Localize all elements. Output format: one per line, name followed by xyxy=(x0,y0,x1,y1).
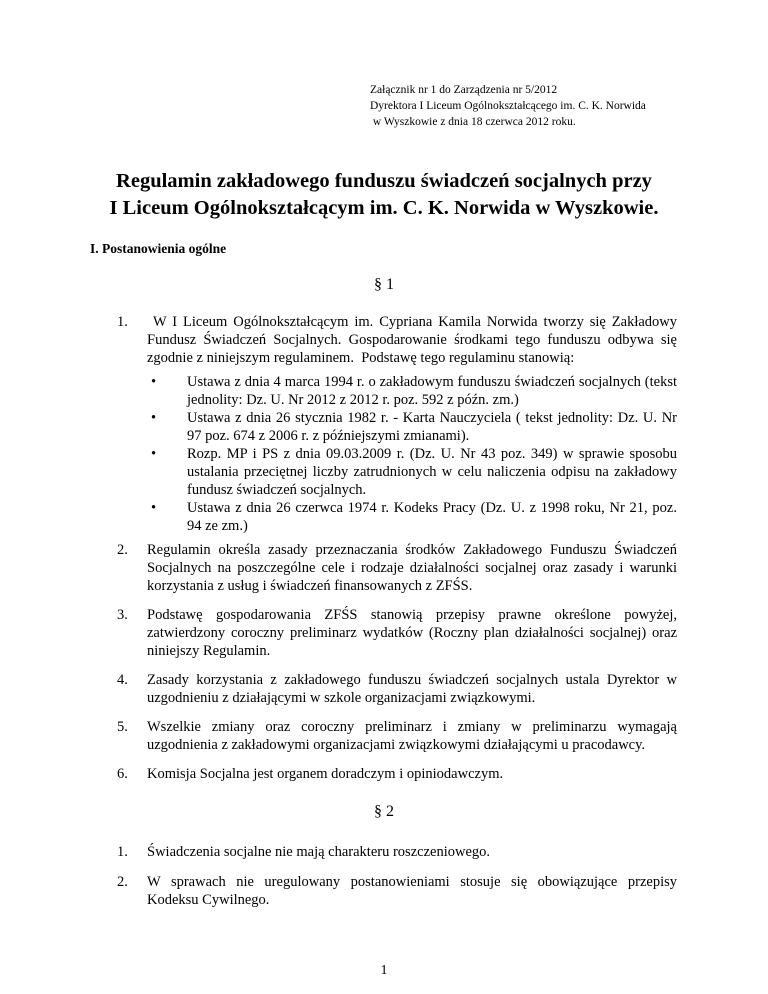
item-number: 3. xyxy=(117,607,128,623)
legal-basis-list xyxy=(147,373,677,535)
list-item xyxy=(147,445,677,499)
bullet-icon: • xyxy=(151,374,157,390)
annex-line-3: w Wyszkowie z dnia 18 czerwca 2012 roku. xyxy=(370,116,576,128)
bullet-icon: • xyxy=(151,500,157,516)
page-number: 1 xyxy=(380,963,388,978)
list-item xyxy=(147,409,677,445)
paragraph-1-symbol: § 1 xyxy=(374,276,394,293)
list-item-text: Rozp. MP i PS z dnia 09.03.2009 r. (Dz. U. Nr 43 poz. 349) w sprawie sposobu ustalania przeciętnej liczby zatrudnionych w celu naliczenia odpisu na zakładowy fundusz świadczeń socjalnych. xyxy=(187,446,677,498)
item-number: 2. xyxy=(117,542,128,558)
bullet-icon: • xyxy=(151,410,157,426)
item-number: 2. xyxy=(117,874,128,890)
annex-note xyxy=(370,82,646,130)
paragraph-2-symbol: § 2 xyxy=(374,803,394,820)
list-item-text: Ustawa z dnia 4 marca 1994 r. o zakładowym funduszu świadczeń socjalnych (tekst jednolity: Dz. U. Nr 2012 z 2012 r. poz. 592 z późn. zm.) xyxy=(187,374,677,408)
par1-item-1 xyxy=(117,313,681,367)
par1-item-3 xyxy=(117,606,677,660)
par1-item-4 xyxy=(117,671,677,707)
par1-item-5 xyxy=(117,718,677,754)
item-number: 1. xyxy=(117,314,128,330)
par1-item-2 xyxy=(117,541,677,595)
title-line-2: I Liceum Ogólnokształcącym im. C. K. Norwida w Wyszkowie. xyxy=(109,197,659,219)
document-title xyxy=(0,168,768,222)
list-item-text: Ustawa z dnia 26 czerwca 1974 r. Kodeks Pracy (Dz. U. z 1998 roku, Nr 21, poz. 94 ze zm.) xyxy=(187,500,677,534)
item-number: 1. xyxy=(117,844,128,860)
par1-item-6 xyxy=(117,765,677,783)
item-text: Regulamin określa zasady przeznaczania środków Zakładowego Funduszu Świadczeń Socjalnych na poszczególne cele i rodzaje działalności socjalnej oraz zasady i warunki korzystania z usług i świadczeń finansowanych z ZFŚS. xyxy=(147,542,677,594)
item-text: W sprawach nie uregulowany postanowieniami stosuje się obowiązujące przepisy Kodeksu Cywilnego. xyxy=(147,874,677,908)
par2-item-1 xyxy=(117,843,677,861)
section-heading: I. Postanowienia ogólne xyxy=(90,241,227,256)
par2-item-2 xyxy=(117,873,677,909)
title-line-1: Regulamin zakładowego funduszu świadczeń socjalnych przy xyxy=(116,170,652,192)
item-number: 6. xyxy=(117,766,128,782)
item-number: 4. xyxy=(117,672,128,688)
item-text: Podstawę gospodarowania ZFŚS stanowią przepisy prawne określone powyżej, zatwierdzony coroczny preliminarz wydatków (Roczny plan działalności socjalnej) oraz niniejszy Regulamin. xyxy=(147,607,677,659)
item-text: W I Liceum Ogólnokształcącym im. Cypriana Kamila Norwida tworzy się Zakładowy Fundusz Świadczeń Socjalnych. Gospodarowanie środkami tego funduszu odbywa się zgodnie z niniejszym regulaminem. Podstawę tego regulaminu stanowią: xyxy=(147,314,681,366)
item-text: Zasady korzystania z zakładowego funduszu świadczeń socjalnych ustala Dyrektor w uzgodnieniu z działającymi w szkole organizacjami związkowymi. xyxy=(147,672,677,706)
list-item-text: Ustawa z dnia 26 stycznia 1982 r. - Karta Nauczyciela ( tekst jednolity: Dz. U. Nr 97 poz. 674 z 2006 r. z późniejszymi zmianami). xyxy=(187,410,677,444)
item-text: Wszelkie zmiany oraz coroczny preliminarz i zmiany w preliminarzu wymagają uzgodnienia z zakładowymi organizacjami związkowymi działającymi u pracodawcy. xyxy=(147,719,677,753)
annex-line-2: Dyrektora I Liceum Ogólnokształcącego im. C. K. Norwida xyxy=(370,100,646,112)
item-text: Komisja Socjalna jest organem doradczym i opiniodawczym. xyxy=(147,766,504,782)
annex-line-1: Załącznik nr 1 do Zarządzenia nr 5/2012 xyxy=(370,84,558,96)
list-item xyxy=(147,499,677,535)
bullet-icon: • xyxy=(151,446,157,462)
item-text: Świadczenia socjalne nie mają charakteru roszczeniowego. xyxy=(147,844,491,860)
list-item xyxy=(147,373,677,409)
item-number: 5. xyxy=(117,719,128,735)
